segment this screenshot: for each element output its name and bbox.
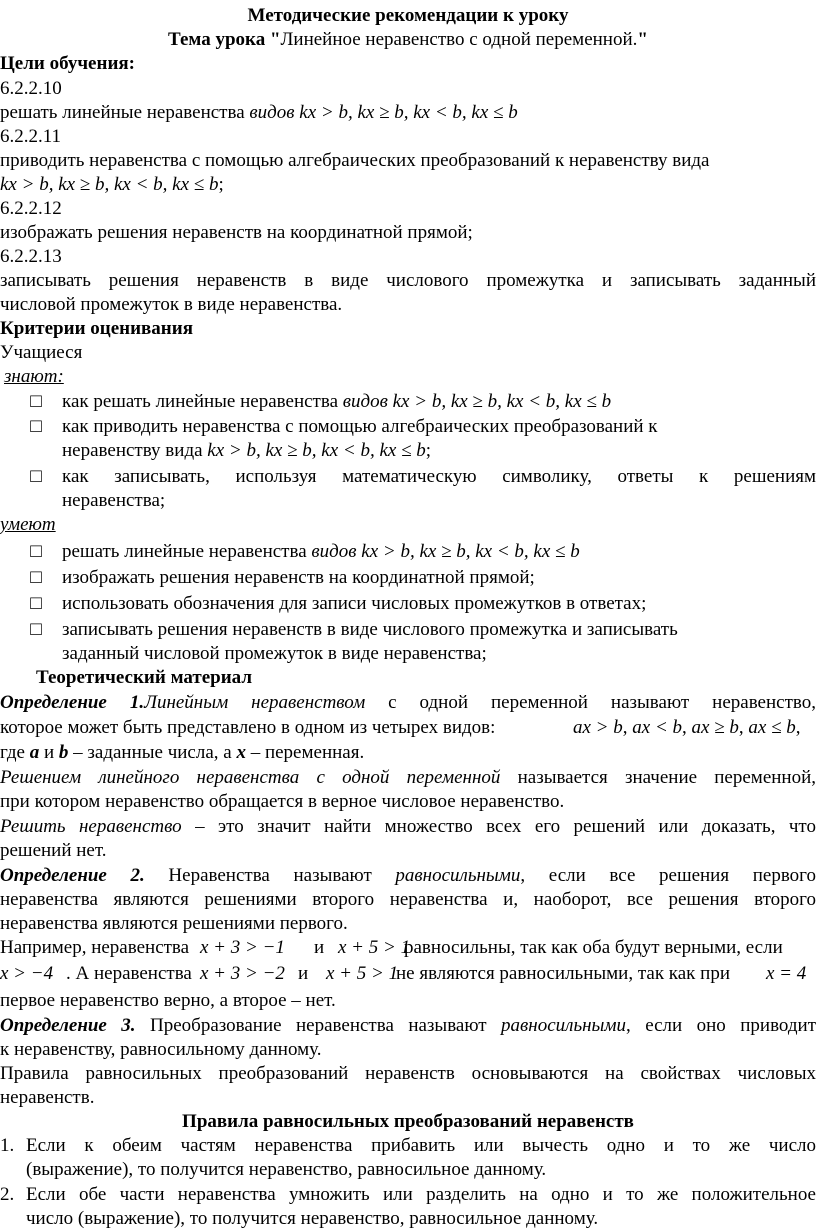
example-text: Например, неравенства <box>0 937 190 958</box>
rules-heading: Правила равносильных преобразований неравенств <box>182 1111 634 1132</box>
can-item-cont: заданный числовой промежуток в виде неравенства; <box>62 643 487 664</box>
def1-text: которое может быть представлено в одном из четырех видов: <box>0 717 496 738</box>
know-label <box>4 365 816 389</box>
def2-label: Определение 2. <box>0 865 145 886</box>
var-x: x <box>236 742 246 763</box>
var-b: b <box>58 742 69 763</box>
definition-2 <box>0 864 816 888</box>
definition-2-cont: неравенства являются решениями первого. <box>0 913 348 934</box>
solution-term: Решением линейного неравенства с одной переменной <box>0 767 501 788</box>
def1-form: ax > b <box>573 717 623 738</box>
rule-number: 1. <box>0 1135 15 1156</box>
know-item-cont <box>62 439 816 463</box>
goals-heading: Цели обучения: <box>0 53 135 74</box>
goal-text: изображать решения неравенств на координатной прямой; <box>0 222 473 243</box>
can-label <box>0 513 816 537</box>
goal-inequalities: kx > b, kx ≥ b, kx < b, kx ≤ b <box>294 102 518 123</box>
rule-text-cont: число (выражение), то получится неравенство, равносильное данному. <box>26 1208 599 1229</box>
example-line-2 <box>0 962 816 986</box>
def1-text: и <box>39 742 59 763</box>
rule-number: 2. <box>0 1184 15 1205</box>
bullet-icon: □ <box>30 391 42 412</box>
rule-text: Если обе части неравенства умножить или разделить на одно и то же положительное <box>26 1184 816 1205</box>
def1-form: ax ≤ b <box>748 717 796 738</box>
rules-intro: Правила равносильных преобразований неравенств основываются на свойствах числовых <box>0 1063 816 1084</box>
solution-text: называется значение переменной, <box>500 767 816 788</box>
goal-text: записывать решения неравенств в виде числового промежутка и записывать заданный <box>0 270 816 291</box>
know-item-inequalities: kx > b, kx ≥ b, kx < b, kx ≤ b <box>207 440 426 461</box>
bullet-icon: □ <box>30 619 42 640</box>
bullet-icon: □ <box>30 416 42 437</box>
goal-code: 6.2.2.13 <box>0 246 62 267</box>
var-a: a <box>29 742 40 763</box>
goal-tail: ; <box>218 174 224 195</box>
example-text: . А неравенства <box>66 963 192 984</box>
solve-definition <box>0 815 816 839</box>
know-item-cont: неравенства; <box>62 490 166 511</box>
goal-text-cont: числовой промежуток в виде неравенства. <box>0 294 343 315</box>
example-line-1 <box>0 936 816 960</box>
def2-text: , если все решения первого <box>520 865 816 886</box>
def3-text: Преобразование неравенства называют <box>135 1015 502 1036</box>
def1-label: Определение 1. <box>0 692 145 713</box>
goal-text <box>0 101 816 125</box>
example-inequality: x + 5 > 1 <box>338 937 411 958</box>
example-text: и <box>298 963 309 984</box>
def2-term: равносильными <box>395 865 521 886</box>
goal-text: приводить неравенства с помощью алгебраических преобразований к неравенству вида <box>0 150 710 171</box>
know-item <box>62 390 816 414</box>
def3-label: Определение 3. <box>0 1015 136 1036</box>
definition-3-cont: к неравенству, равносильному данному. <box>0 1039 322 1060</box>
example-text: равносильны, так как оба будут верными, если <box>404 937 783 958</box>
example-line-3: первое неравенство верно, а второе – нет. <box>0 990 336 1011</box>
can-item: изображать решения неравенств на координатной прямой; <box>62 567 535 588</box>
rule-text: Если к обеим частям неравенства прибавить или вычесть одно и то же число <box>26 1135 816 1156</box>
topic-label: Тема урока " <box>168 29 281 50</box>
example-condition: x > −4 <box>0 963 54 984</box>
bullet-icon: □ <box>30 593 42 614</box>
definition-3 <box>0 1014 816 1038</box>
know-item: как записывать, используя математическую символику, ответы к решениям <box>62 466 816 487</box>
criteria-heading: Критерии оценивания <box>0 318 193 339</box>
bullet-icon: □ <box>30 567 42 588</box>
def1-text: где <box>0 742 30 763</box>
def2-text: Неравенства называют <box>144 865 396 886</box>
def1-text: с одной переменной называют неравенство, <box>365 692 816 713</box>
definition-1 <box>0 691 816 715</box>
rule-text-cont: (выражение), то получится неравенство, равносильное данному. <box>26 1159 547 1180</box>
goal-inequalities: kx > b, kx ≥ b, kx < b, kx ≤ b <box>0 174 219 195</box>
can-item <box>62 540 816 564</box>
example-value: x = 4 <box>766 963 807 984</box>
def1-form: ax ≥ b <box>691 717 739 738</box>
solve-definition-cont: решений нет. <box>0 840 107 861</box>
example-text: не являются равносильными, так как при <box>396 963 730 984</box>
def1-form: ax < b <box>632 717 683 738</box>
know-item-tail: ; <box>425 440 432 461</box>
can-item-kinds: видов <box>311 541 357 562</box>
topic-close: " <box>637 29 648 50</box>
goal-code: 6.2.2.10 <box>0 78 62 99</box>
can-item-text: решать линейные неравенства <box>62 541 312 562</box>
def1-forms-group: ax > b, ax < b, ax ≥ b, ax ≤ b, <box>573 717 801 738</box>
students-label: Учащиеся <box>0 342 83 363</box>
bullet-icon: □ <box>30 541 42 562</box>
goal-code: 6.2.2.11 <box>0 126 62 147</box>
goal-text-part: решать линейные неравенства <box>0 102 250 123</box>
def3-text: , если оно приводит <box>626 1015 816 1036</box>
know-item-kinds: видов <box>342 391 388 412</box>
know-item: как приводить неравенства с помощью алгебраических преобразований к <box>62 416 658 437</box>
definition-1-vars <box>0 741 816 765</box>
def1-text: – переменная. <box>245 742 365 763</box>
goal-code: 6.2.2.12 <box>0 198 62 219</box>
solve-text: – это значит найти множество всех его решений или доказать, что <box>181 816 816 837</box>
goal-inequalities-line <box>0 173 816 197</box>
lesson-topic <box>0 28 816 52</box>
can-label-text: умеют <box>0 514 56 535</box>
know-label-text: знают: <box>4 366 64 387</box>
def1-text: – заданные числа, а <box>68 742 237 763</box>
definition-1-forms <box>0 716 816 740</box>
def3-term: равносильными <box>501 1015 627 1036</box>
doc-title: Методические рекомендации к уроку <box>247 5 569 26</box>
def1-term: Линейным неравенством <box>144 692 366 713</box>
example-inequality: x + 3 > −2 <box>200 963 285 984</box>
goal-kinds: видов <box>249 102 295 123</box>
can-item-inequalities: kx > b, kx ≥ b, kx < b, kx ≤ b <box>356 541 580 562</box>
know-item-text: неравенству вида <box>62 440 208 461</box>
example-text: и <box>314 937 325 958</box>
know-item-text: как решать линейные неравенства <box>62 391 343 412</box>
bullet-icon: □ <box>30 466 42 487</box>
can-item: использовать обозначения для записи числовых промежутков в ответах; <box>62 593 647 614</box>
can-item: записывать решения неравенств в виде числового промежутка и записывать <box>62 619 678 640</box>
solution-definition <box>0 766 816 790</box>
topic-text: Линейное неравенство с одной переменной. <box>280 29 638 50</box>
know-item-inequalities: kx > b, kx ≥ b, kx < b, kx ≤ b <box>387 391 612 412</box>
theory-heading: Теоретический материал <box>36 667 252 688</box>
example-inequality: x + 5 > 1 <box>326 963 399 984</box>
example-inequality: x + 3 > −1 <box>200 937 285 958</box>
solution-definition-cont: при котором неравенство обращается в верное числовое неравенство. <box>0 791 565 812</box>
solve-term: Решить неравенство <box>0 816 182 837</box>
definition-2-cont: неравенства являются решениями второго неравенства и, наоборот, все решения второго <box>0 889 816 910</box>
rules-intro-cont: неравенств. <box>0 1087 95 1108</box>
